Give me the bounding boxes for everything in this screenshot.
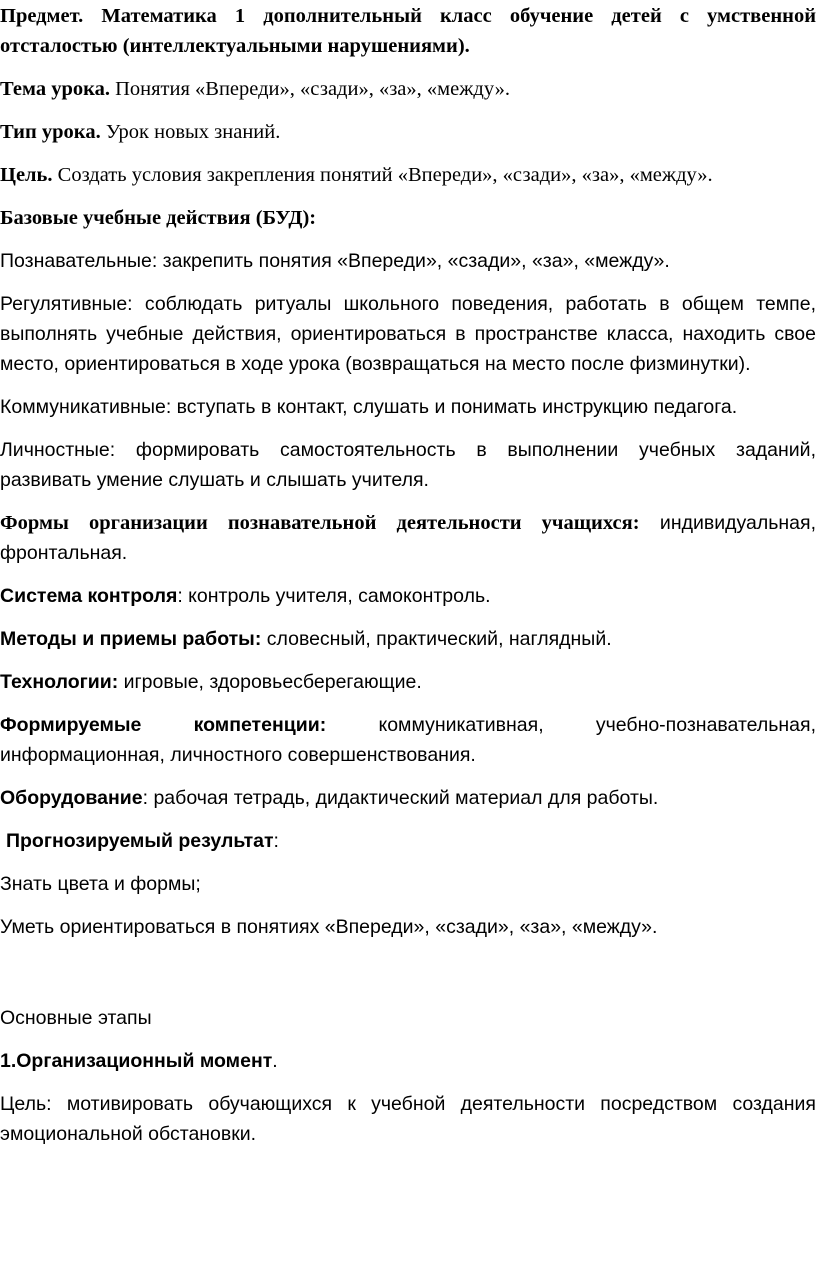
subject-paragraph	[0, 1, 816, 61]
goal-paragraph	[0, 160, 816, 190]
equipment-text: : рабочая тетрадь, дидактический материал для работы.	[142, 787, 659, 809]
competence-paragraph	[0, 710, 816, 770]
control-paragraph	[0, 581, 816, 611]
result-paragraph	[0, 826, 816, 856]
tech-text: игровые, здоровьесберегающие.	[118, 671, 422, 693]
methods-text: словесный, практический, наглядный.	[261, 628, 612, 650]
topic-paragraph	[0, 74, 816, 104]
forms-label: Формы организации познавательной деятельности учащихся:	[0, 512, 640, 534]
competence-label: Формируемые компетенции:	[0, 714, 327, 736]
result-text: :	[273, 830, 279, 852]
stage1-goal: Цель: мотивировать обучающихся к учебной деятельности посредством создания эмоциональной обстановки.	[0, 1093, 816, 1145]
topic-text: Понятия «Впереди», «сзади», «за», «между».	[109, 78, 510, 100]
subject-label: Предмет.	[0, 5, 84, 27]
methods-paragraph	[0, 624, 816, 654]
stage1-label: 1.Организационный момент	[0, 1050, 273, 1072]
methods-label: Методы и приемы работы:	[0, 628, 262, 650]
stages-heading: Основные этапы	[0, 1007, 152, 1029]
competence-text: коммуникативная, учебно-познавательная, информационная, личностного совершенствования.	[0, 714, 816, 766]
bud-personal: Личностные: формировать самостоятельность в выполнении учебных заданий, развивать умение слушать и слышать учителя.	[0, 439, 816, 491]
bud-cognitive: Познавательные: закрепить понятия «Впереди», «сзади», «за», «между».	[0, 250, 670, 272]
goal-text: Создать условия закрепления понятий «Впереди», «сзади», «за», «между».	[52, 164, 713, 186]
forms-paragraph	[0, 508, 816, 568]
control-label: Система контроля	[0, 585, 178, 607]
goal-label: Цель.	[0, 164, 53, 186]
stage1-paragraph	[0, 1046, 816, 1076]
subject-text: Математика 1 дополнительный класс обучение детей с умственной отсталостью (интеллектуальными нарушениями).	[0, 5, 816, 57]
bud-heading: Базовые учебные действия (БУД):	[0, 207, 317, 229]
tech-label: Технологии:	[0, 671, 119, 693]
bud-communicative: Коммуникативные: вступать в контакт, слушать и понимать инструкцию педагога.	[0, 396, 738, 418]
stage1-dot: .	[272, 1050, 278, 1072]
equipment-label: Оборудование	[0, 787, 143, 809]
type-label: Тип урока.	[0, 121, 101, 143]
equipment-paragraph	[0, 783, 816, 813]
forms-text: индивидуальная, фронтальная.	[0, 512, 816, 564]
topic-label: Тема урока.	[0, 78, 110, 100]
tech-paragraph	[0, 667, 816, 697]
result-label: Прогнозируемый результат	[6, 830, 274, 852]
result-can: Уметь ориентироваться в понятиях «Впереди», «сзади», «за», «между».	[0, 916, 658, 938]
control-text: : контроль учителя, самоконтроль.	[177, 585, 491, 607]
blank-space	[0, 955, 816, 1003]
type-text: Урок новых знаний.	[100, 121, 281, 143]
result-know: Знать цвета и формы;	[0, 873, 201, 895]
type-paragraph	[0, 117, 816, 147]
bud-regulatory: Регулятивные: соблюдать ритуалы школьного поведения, работать в общем темпе, выполнять учебные действия, ориентироваться в пространстве класса, находить свое место, ориентироваться в ходе урока (возвращаться на место после физминутки).	[0, 293, 816, 375]
